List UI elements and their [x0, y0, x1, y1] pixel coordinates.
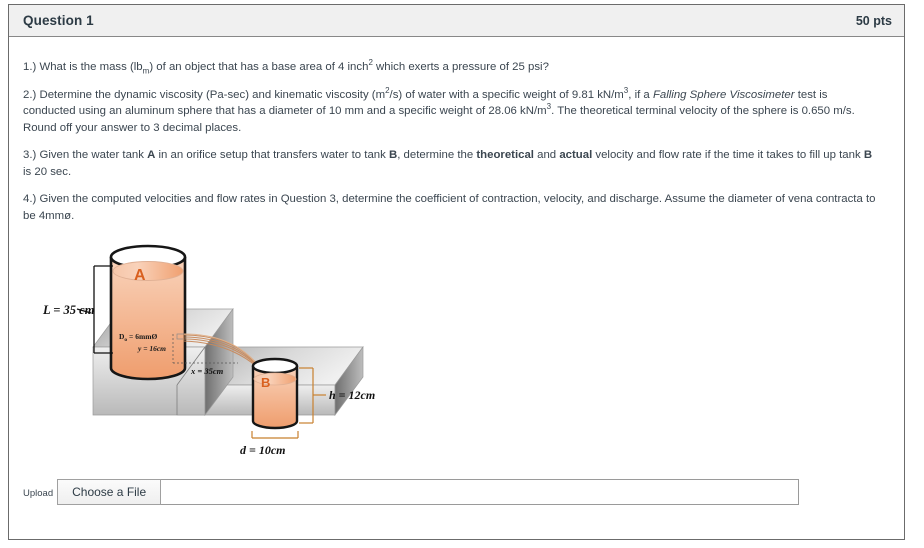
label-tank-a: A: [134, 267, 146, 284]
question-card: [8, 4, 905, 540]
question-item-1: 1.) What is the mass $(lb_m)$ of an object that has a base area of 4 inch$^2$ which exerts a pressure of 25 psi?: [23, 58, 549, 76]
question-item-3: 3.) Given the water tank A in an orifice setup that transfers water to tank B, determine the theoretical and actual velocity and flow rate if the time it takes to fill up tank B is 20 sec.: [23, 149, 873, 178]
question-points: 50 pts: [855, 13, 892, 28]
dimension-d: [252, 431, 298, 438]
question-number: 3.): [23, 149, 40, 161]
label-Do: $D_o$ = 6mmØ: [119, 332, 158, 343]
question-title: Question 1: [23, 13, 94, 28]
diagram-svg: [33, 235, 403, 470]
tank-b: [253, 359, 297, 428]
question-number: 4.): [23, 193, 40, 205]
file-name-field: [161, 479, 799, 505]
orifice-tank-setup-diagram: [33, 235, 403, 470]
question-item-4: 4.) Given the computed velocities and flow rates in Question 3, determine the coefficient of contraction, velocity, and discharge. Assume the diameter of vena contracta to be 4mmø.: [23, 193, 876, 222]
label-x: x = 35cm: [191, 366, 224, 376]
file-upload-control[interactable]: [57, 479, 799, 505]
tank-a: [111, 246, 185, 379]
label-L: L = 35 cm: [43, 303, 95, 317]
label-h: h = 12cm: [329, 388, 376, 402]
question-number: 1.): [23, 61, 40, 73]
dimension-x: [190, 366, 224, 376]
question-body: [9, 37, 904, 470]
question-header: [9, 5, 904, 37]
label-y: y = 16cm: [138, 344, 167, 353]
label-d: d = 10cm: [240, 443, 286, 457]
upload-row: [23, 479, 799, 505]
upload-label: Upload: [23, 488, 54, 499]
label-tank-b: B: [261, 375, 271, 390]
choose-file-button[interactable]: Choose a File: [57, 479, 161, 505]
question-number: 2.): [23, 88, 40, 101]
question-item-2: 2.) Determine the dynamic viscosity (Pa-sec) and kinematic viscosity $(m^2/s)$ of water with a specific weight of 9.81 $kN/m^3$, if a Falling Sphere Viscosimeter test is conducted using an aluminum sphere that has a diameter of 10 mm and a specific weight of 28.06 $kN/m^3$. The theoretical terminal velocity of the sphere is 0.650 m/s. Round off your answer to 3 decimal places.: [23, 85, 855, 134]
